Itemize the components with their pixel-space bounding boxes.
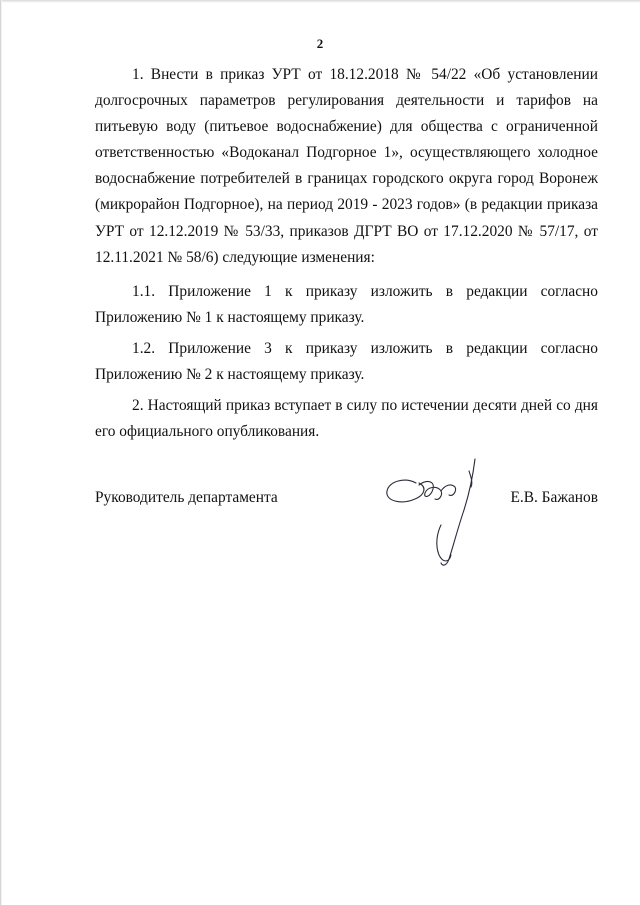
handwritten-signature [383, 455, 493, 570]
paragraph-amendment: 1. Внести в приказ УРТ от 18.12.2018 № 54/22 «Об установлении долгосрочных параметров регулирования деятельности и тарифов на питьевую воду (питьевое водоснабжение) для общества с ограниченной ответственностью «Водоканал Подгорное 1», осуществляющего холодное водоснабжение потребителей в границах городского округа город Воронеж (микрорайон Подгорное), на период 2019 - 2023 годов» (в редакции приказа УРТ от 12.12.2019 № 53/33, приказов ДГРТ ВО от 17.12.2020 № 57/17, от 12.11.2021 № 58/6) следующие изменения: [95, 66, 598, 266]
signer-position: Руководитель департамента [95, 489, 278, 506]
scan-edge [0, 0, 640, 3]
page-number: 2 [316, 36, 324, 51]
document-body [95, 62, 598, 445]
paragraph-item-1-2: 1.2. Приложение 3 к приказу изложить в редакции согласно Приложению № 2 к настоящему приказу. [95, 339, 598, 384]
paragraph-item-1-1: 1.1. Приложение 1 к приказу изложить в редакции согласно Приложению № 1 к настоящему приказу. [95, 282, 598, 326]
scan-edge [0, 0, 2, 905]
signer-name: Е.В. Бажанов [510, 489, 598, 506]
paragraph-effective-date: 2. Настоящий приказ вступает в силу по истечении десяти дней со дня его официального опубликования. [95, 397, 598, 441]
